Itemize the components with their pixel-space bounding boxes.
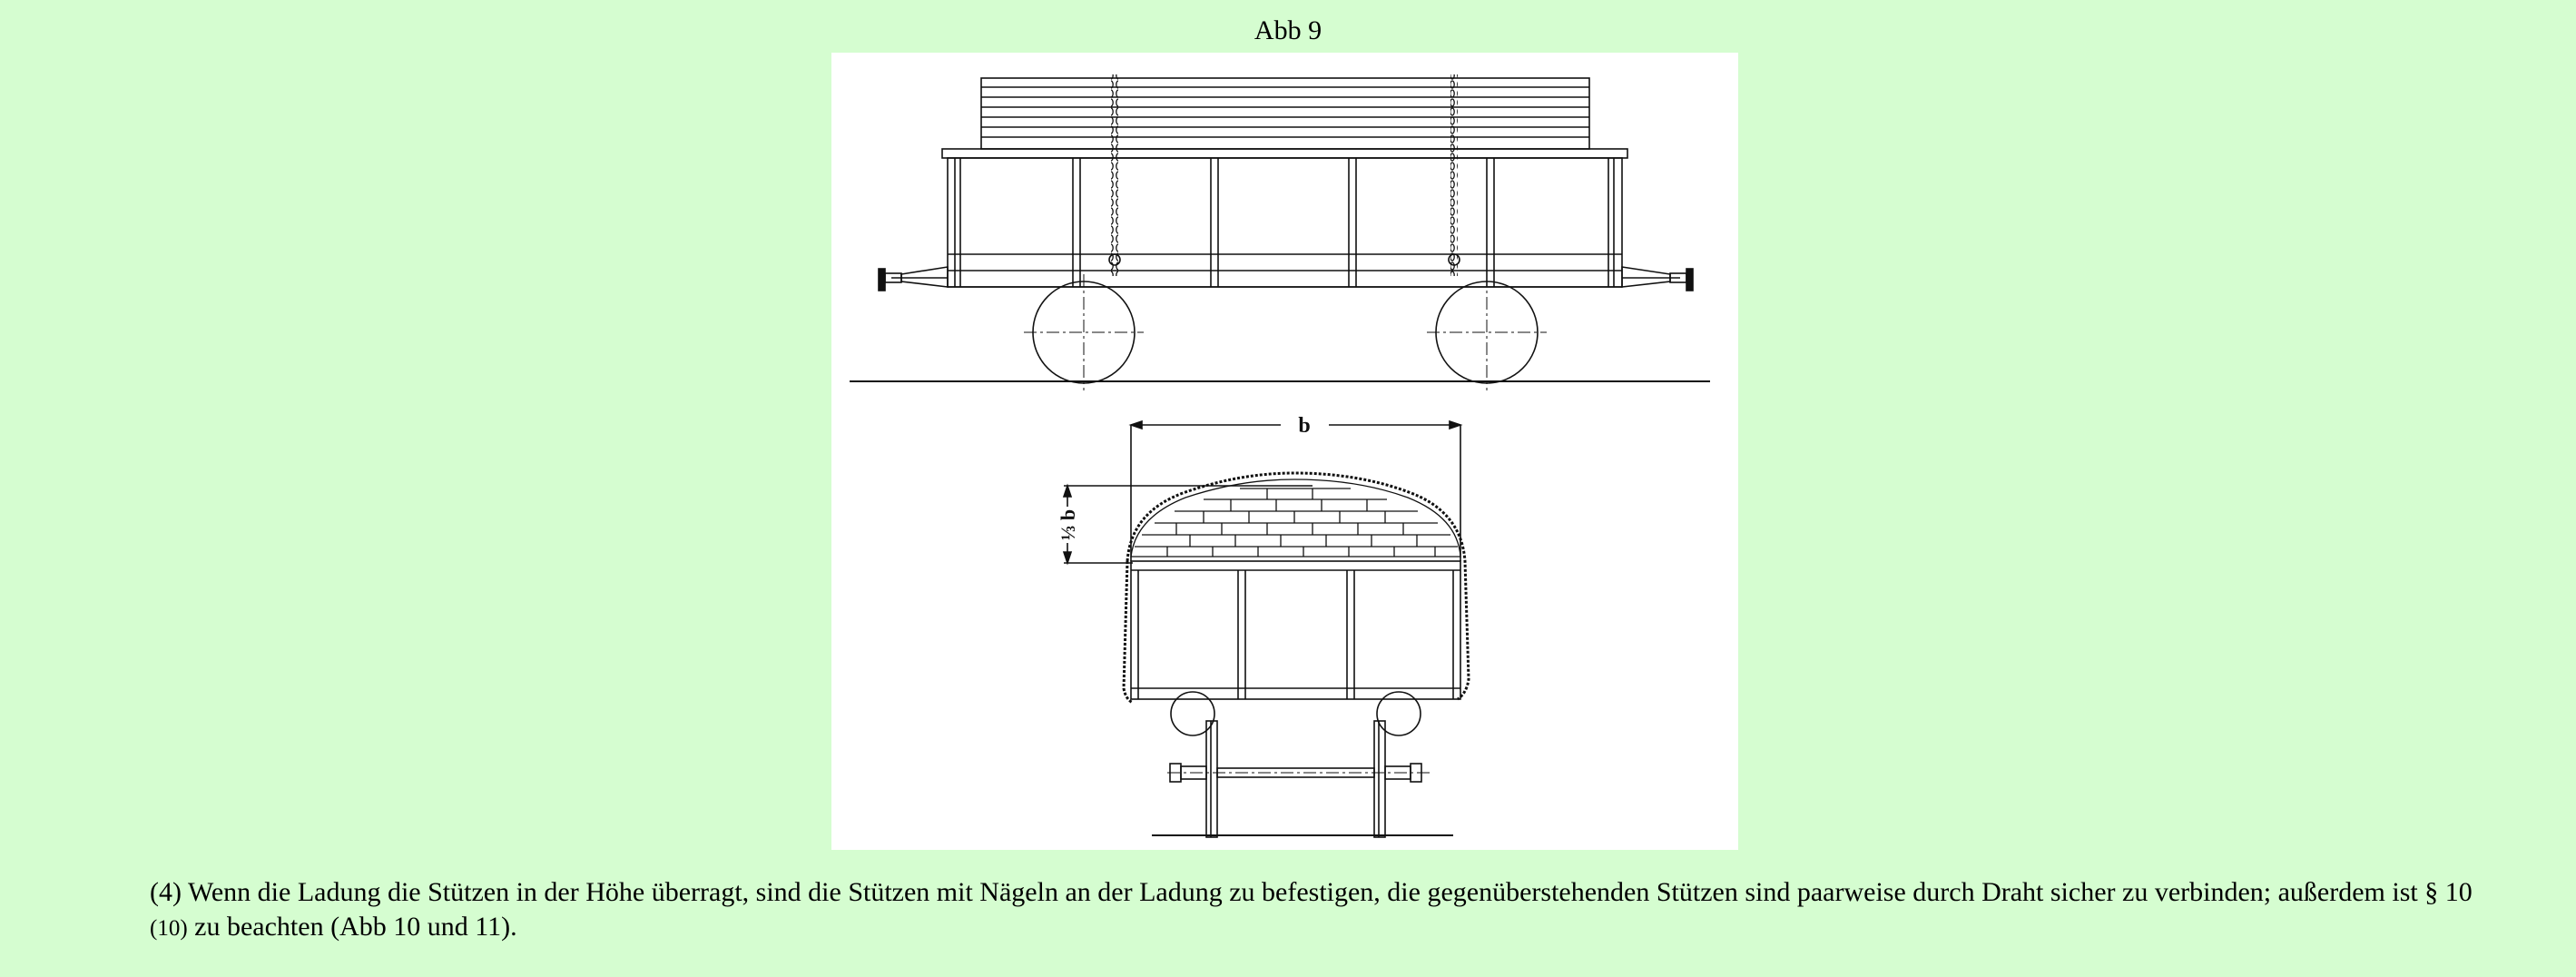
paragraph-text-2: zu beachten (Abb 10 und 11).	[187, 912, 517, 942]
section-reference: (10)	[150, 916, 188, 941]
buffer-right	[1622, 267, 1693, 291]
plank-load	[981, 78, 1589, 149]
buffer-left	[879, 267, 948, 291]
wheel-left	[1024, 274, 1144, 390]
chain-right	[1450, 74, 1458, 276]
paragraph-4	[150, 875, 2473, 946]
figure-caption: Abb 9	[1254, 15, 1322, 45]
paragraph-text-1: (4) Wenn die Ladung die Stützen in der Höhe überragt, sind die Stützen mit Nägeln an der Ladung zu befestigen, die gegenüberstehenden Stützen sind paarweise durch Draht sicher zu verbinden; außerdem ist § 10	[150, 877, 2473, 907]
side-view	[850, 74, 1710, 390]
dimension-third-b-label: ⅓ b	[1057, 508, 1079, 541]
brick-load	[1131, 479, 1460, 557]
dimension-b	[1131, 421, 1460, 561]
stakes	[955, 158, 1614, 287]
dimension-b-label: b	[1298, 414, 1311, 438]
chain-over-load	[1127, 473, 1469, 699]
dimension-third-b	[1064, 486, 1313, 563]
figure-abb-9	[831, 53, 1738, 850]
wheel-right	[1427, 274, 1547, 390]
chain-left	[1111, 74, 1118, 276]
wagon-drawing	[831, 53, 1738, 850]
wheelset	[1167, 721, 1431, 837]
end-view	[1064, 421, 1469, 837]
